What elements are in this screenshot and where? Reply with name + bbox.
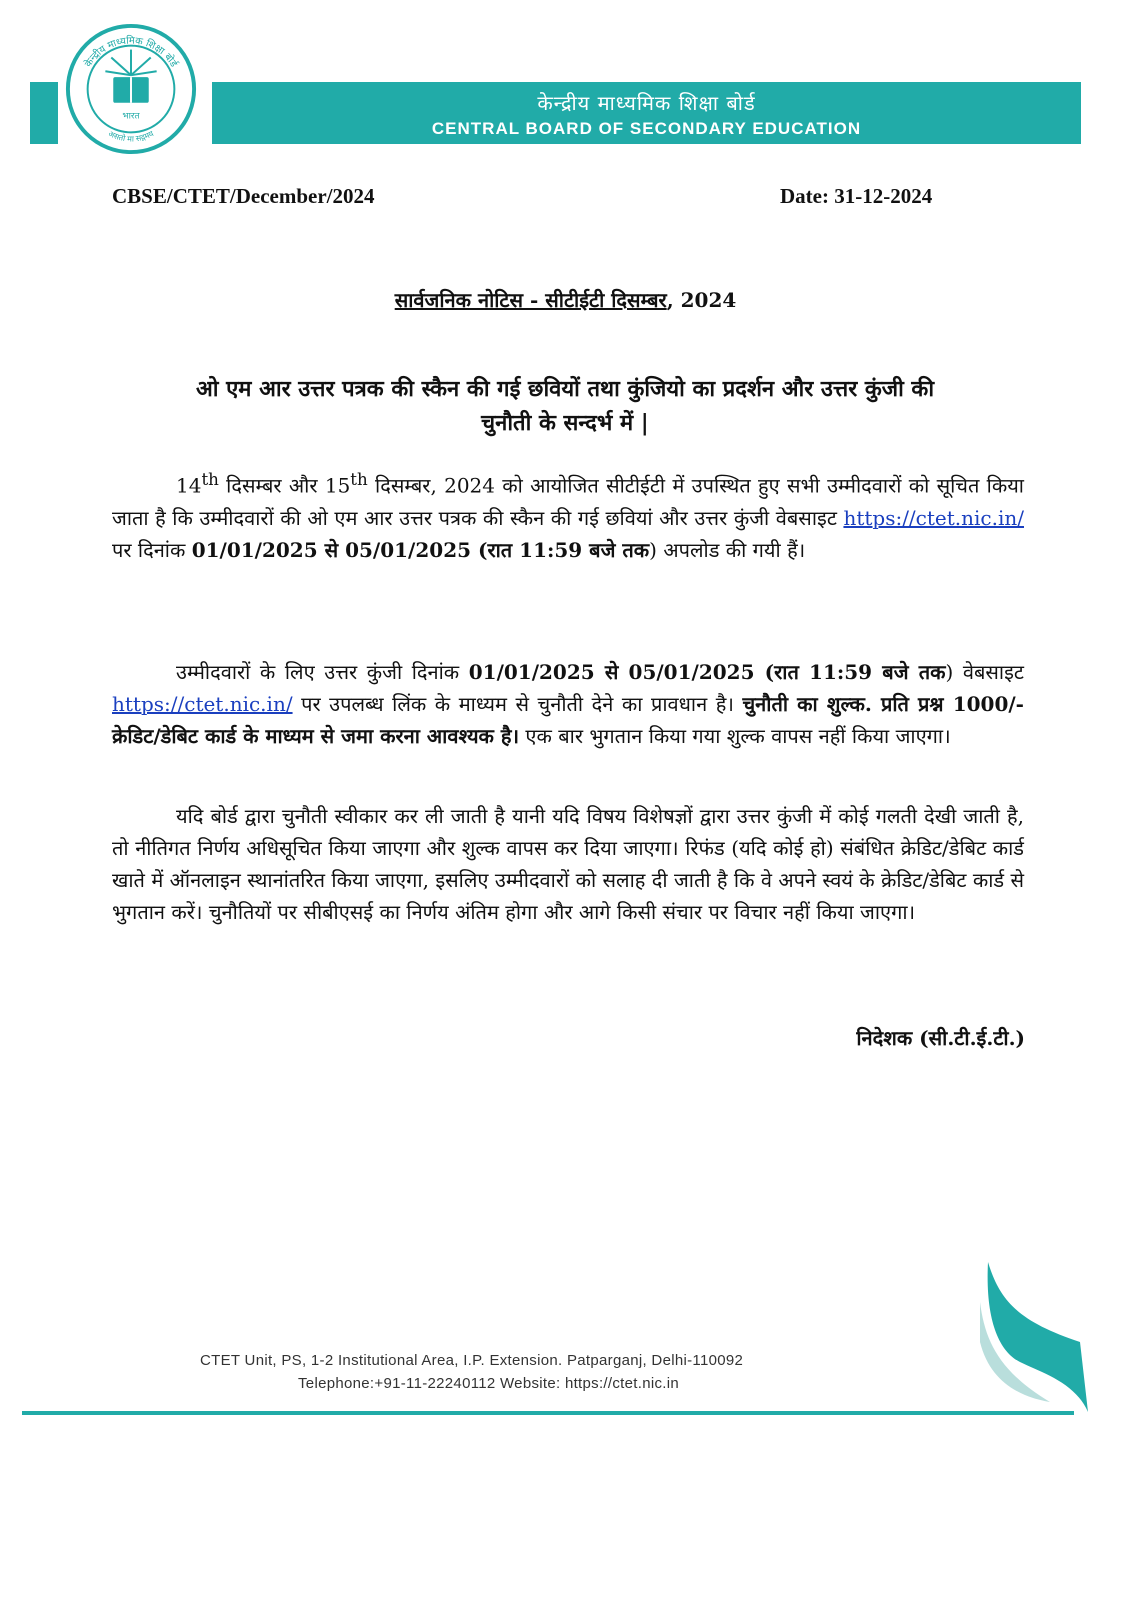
ctet-website-link[interactable]: https://ctet.nic.in/ [843,505,1024,530]
paragraph-challenge-info: उम्मीदवारों के लिए उत्तर कुंजी दिनांक 01/01/2025 से 05/01/2025 (रात 11:59 बजे तक) वेबसाइट https://ctet.nic.in/ पर उपलब्ध लिंक के माध्यम से चुनौती देने का प्रावधान है। चुनौती का शुल्क. प्रति प्रश्न 1000/- क्रेडिट/डेबिट कार्ड के माध्यम से जमा करना आवश्यक है। एक बार भुगतान किया गया शुल्क वापस नहीं किया जाएगा। [112,660,1024,748]
svg-text:असतो मा सद्गमय: असतो मा सद्गमय [106,129,156,144]
notice-title-underlined: सार्वजनिक नोटिस - सीटीईटी दिसम्बर [394,288,667,312]
cbse-logo [62,20,200,158]
svg-text:केन्द्रीय माध्यमिक शिक्षा बोर्: केन्द्रीय माध्यमिक शिक्षा बोर्ड [83,35,179,70]
footer-decoration-graphic [980,1262,1090,1412]
paragraph-upload-info: 14th दिसम्बर और 15th दिसम्बर, 2024 को आयोजित सीटीईटी में उपस्थित हुए सभी उम्मीदवारों को सूचित किया जाता है कि उम्मीदवारों की ओ एम आर उत्तर पत्रक की स्कैन की गई छवियां और उत्तर कुंजी वेबसाइट https://ctet.nic.in/ पर दिनांक 01/01/2025 से 05/01/2025 (रात 11:59 बजे तक) अपलोड की गयी हैं। [112,470,1024,562]
paragraph-refund-info: यदि बोर्ड द्वारा चुनौती स्वीकार कर ली जाती है यानी यदि विषय विशेषज्ञों द्वारा उत्तर कुंजी में कोई गलती देखी जाती है, तो नीतिगत निर्णय अधिसूचित किया जाएगा और शुल्क वापस कर दिया जाएगा। रिफंड (यदि कोई हो) संबंधित क्रेडिट/डेबिट कार्ड खाते में ऑनलाइन स्थानांतरित किया जाएगा, इसलिए उम्मीदवारों को सलाह दी जाती है कि वे अपने स्वयं के क्रेडिट/डेबिट कार्ड से भुगतान करें। चुनौतियों पर सीबीएसई का निर्णय अंतिम होगा और आगे किसी संचार पर विचार नहीं किया जाएगा। [112,804,1024,924]
subject-line-2: चुनौती के सन्दर्भ में | [481,410,649,436]
subject-line-1: ओ एम आर उत्तर पत्रक की स्कैन की गई छवियों तथा कुंजियो का प्रदर्शन और उत्तर कुंजी की [195,376,935,402]
signature-director: निदेशक (सी.टी.ई.टी.) [856,1026,1025,1050]
banner-hindi-title: केन्द्रीय माध्यमिक शिक्षा बोर्ड [537,91,756,115]
notice-title-year: , 2024 [666,288,737,312]
logo-text-bharat: भारत [122,111,140,122]
reference-number: CBSE/CTET/December/2024 [112,184,375,208]
header-banner [212,82,1081,144]
header-accent-bar [30,82,58,144]
footer-address: CTET Unit, PS, 1-2 Institutional Area, I.P. Extension. Patparganj, Delhi-110092 [200,1352,744,1369]
footer-accent-line [22,1411,1074,1415]
notice-title [0,286,1131,313]
notice-subject [110,372,1020,440]
footer-contact: Telephone:+91-11-22240112 Website: https://ctet.nic.in [298,1375,680,1392]
ctet-website-link[interactable]: https://ctet.nic.in/ [112,692,293,716]
notice-date: Date: 31-12-2024 [780,184,933,208]
banner-english-title: CENTRAL BOARD OF SECONDARY EDUCATION [431,119,862,138]
